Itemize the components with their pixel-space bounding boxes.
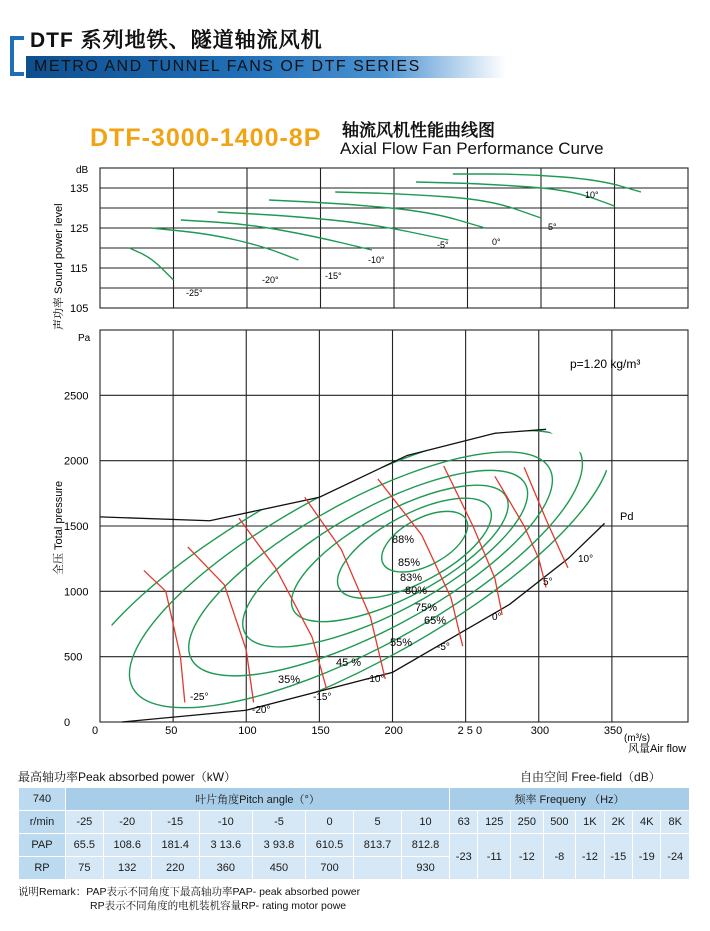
pap-label: PAP <box>19 834 66 857</box>
blade-angle-curve <box>524 467 568 568</box>
pap-cell: 108.6 <box>103 834 151 857</box>
rp-cell: 700 <box>306 857 354 880</box>
blade-angle-curve <box>239 518 327 689</box>
pitch-angle-cell: 10 <box>402 811 450 834</box>
blade-angle-label: -25° <box>190 692 209 703</box>
pressure-xtick: 0 <box>92 725 99 737</box>
blade-angle-label: 5° <box>543 577 553 588</box>
efficiency-label: 80% <box>405 585 428 597</box>
flow-axis-label: 风量Air flow <box>628 743 687 755</box>
sound-level-cell: -11 <box>478 834 511 880</box>
pa-unit-label: Pa <box>78 333 91 344</box>
sound-level-cell: -24 <box>661 834 690 880</box>
pressure-ytick: 2000 <box>64 455 89 468</box>
efficiency-label: 35% <box>278 674 301 686</box>
sound-grid <box>100 168 688 308</box>
pitch-angle-cell: -15 <box>151 811 199 834</box>
sound-level-cell: -23 <box>450 834 478 880</box>
pitch-angle-cell: 5 <box>354 811 402 834</box>
pressure-xtick: 2 5 0 <box>457 725 483 737</box>
rp-cell: 220 <box>151 857 199 880</box>
efficiency-label: 55% <box>390 637 413 649</box>
pitch-angle-cell: -10 <box>199 811 252 834</box>
frequency-cell: 125 <box>478 811 511 834</box>
sound-level-cell: -19 <box>633 834 661 880</box>
pitch-angle-cell: -5 <box>252 811 305 834</box>
pressure-xtick: 300 <box>530 725 550 737</box>
efficiency-contours <box>30 349 652 765</box>
sound-level-cell: -12 <box>511 834 544 880</box>
efficiency-label: 83% <box>400 572 423 584</box>
frequency-cell: 1K <box>576 811 604 834</box>
blade-angle-label: -5° <box>437 642 450 653</box>
blade-angle-label: -15° <box>313 692 332 703</box>
efficiency-label: 75% <box>415 602 438 614</box>
page-title-cn: DTF 系列地铁、隧道轴流风机 <box>30 29 323 52</box>
blade-angle-label: -10° <box>366 674 385 685</box>
pap-cell: 65.5 <box>66 834 104 857</box>
sound-level-cell: -12 <box>576 834 604 880</box>
peak-power-heading: 最高轴功率Peak absorbed power（kW） <box>18 770 237 784</box>
pressure-xtick: 100 <box>238 725 257 737</box>
page-title-en: METRO AND TUNNEL FANS OF DTF SERIES <box>34 58 421 75</box>
frequency-cell: 500 <box>543 811 576 834</box>
rp-cell: 132 <box>103 857 151 880</box>
density-note: p=1.20 kg/m³ <box>570 357 641 371</box>
surge-envelope <box>100 429 546 520</box>
sound-curve-label: -5° <box>437 240 449 250</box>
pressure-xtick: 150 <box>311 725 330 737</box>
pressure-ytick: 1500 <box>64 521 89 533</box>
sound-curve-label: -15° <box>325 271 342 281</box>
db-unit-label: dB <box>76 165 89 176</box>
remark-line-2: RP表示不同角度的电机装机容量RP- rating motor powe <box>90 900 347 912</box>
efficiency-contour <box>160 410 581 718</box>
rp-cell: 450 <box>252 857 305 880</box>
sound-curve <box>335 192 541 218</box>
blade-angle-label: 0° <box>492 612 502 623</box>
rp-cell: 75 <box>66 857 104 880</box>
model-number: DTF-3000-1400-8P <box>90 124 322 152</box>
sound-level-cell: -8 <box>543 834 576 880</box>
sound-curve <box>453 174 641 192</box>
frequency-cell: 63 <box>450 811 478 834</box>
pap-cell: 3 93.8 <box>252 834 305 857</box>
pitch-angle-cell: -20 <box>103 811 151 834</box>
frequency-cell: 250 <box>511 811 544 834</box>
sound-curve <box>129 248 173 280</box>
sound-ytick: 105 <box>70 303 89 315</box>
efficiency-contour <box>30 349 652 765</box>
blade-angle-label: 10° <box>578 554 594 565</box>
sound-ytick: 115 <box>70 263 88 275</box>
pressure-ytick: 2500 <box>64 390 89 403</box>
efficiency-label: 85% <box>398 557 421 569</box>
pressure-xtick: 50 <box>165 725 178 737</box>
sound-curve <box>269 200 485 228</box>
pressure-ytick: 1000 <box>64 586 89 599</box>
sound-level-cell: -15 <box>604 834 632 880</box>
pitch-header: 叶片角度Pitch angle（°） <box>66 788 450 811</box>
sound-curve-label: -10° <box>368 255 385 265</box>
sound-curve-label: -20° <box>262 275 279 285</box>
pap-cell: 3 13.6 <box>199 834 252 857</box>
pap-cell: 812.8 <box>402 834 450 857</box>
pd-label: Pd <box>620 511 634 523</box>
pap-cell: 813.7 <box>354 834 402 857</box>
pressure-xtick: 350 <box>603 725 623 737</box>
pressure-xtick: 200 <box>384 725 403 737</box>
frequency-cell: 8K <box>661 811 690 834</box>
efficiency-label: 45 % <box>336 657 362 669</box>
chart-title-en: Axial Flow Fan Performance Curve <box>340 139 604 158</box>
pressure-ytick: 0 <box>64 717 71 729</box>
efficiency-label: 88% <box>392 534 415 546</box>
sound-ytick: 125 <box>70 223 89 235</box>
freq-header: 频率 Frequeny （Hz） <box>450 788 690 811</box>
pressure-curves <box>30 349 652 765</box>
blade-angle-curve <box>144 570 185 702</box>
pressure-ytick: 500 <box>64 651 83 664</box>
pitch-angle-cell: 0 <box>306 811 354 834</box>
pap-cell: 610.5 <box>306 834 354 857</box>
efficiency-label: 65% <box>424 615 447 627</box>
remark-line-1: 说明Remark：PAP表示不同角度下最高轴功率PAP- peak absorbed power <box>18 886 361 898</box>
frequency-cell: 4K <box>633 811 661 834</box>
sound-curve-label: -25° <box>186 288 203 298</box>
performance-table <box>18 787 690 880</box>
pap-cell: 181.4 <box>151 834 199 857</box>
blade-angle-label: -20° <box>252 705 271 716</box>
rpm-unit: r/min <box>19 811 66 834</box>
pressure-axis-label: 全压 Total pressure <box>53 480 65 575</box>
blade-angle-curve <box>188 547 254 702</box>
free-field-heading: 自由空间 Free-field（dB） <box>520 770 661 784</box>
rp-cell: 360 <box>199 857 252 880</box>
rpm-header: 740 <box>19 788 66 811</box>
pitch-angle-cell: -25 <box>66 811 104 834</box>
pressure-grid <box>100 330 688 722</box>
sound-ytick: 135 <box>70 183 89 195</box>
sound-curve-label: 0° <box>492 237 501 247</box>
rp-cell: 930 <box>402 857 450 880</box>
sound-curve-label: 5° <box>548 222 557 232</box>
sound-curves <box>70 174 641 315</box>
rp-cell <box>354 857 402 880</box>
rp-label: RP <box>19 857 66 880</box>
sound-axis-label: 声功率 Sound power level <box>53 203 65 330</box>
flow-unit-label: (m³/s) <box>624 733 651 744</box>
chart-title-cn: 轴流风机性能曲线图 <box>342 121 495 140</box>
frequency-cell: 2K <box>604 811 632 834</box>
sound-curve-label: 10° <box>585 190 599 200</box>
